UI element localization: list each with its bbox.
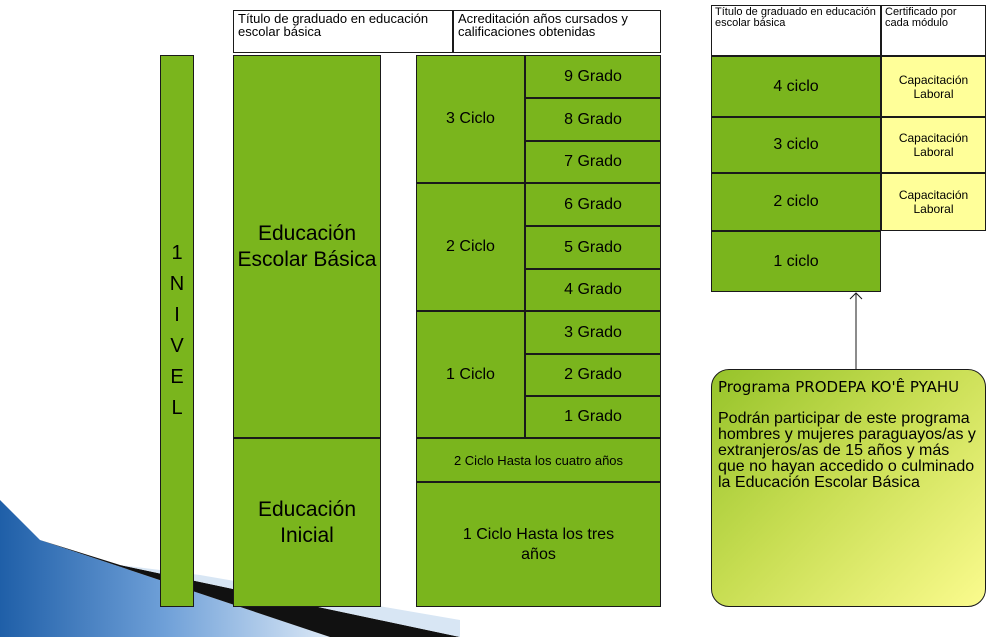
connector-arrow	[846, 290, 866, 370]
prodepa-ciclo: 1 ciclo	[711, 231, 881, 292]
nivel-letter: N	[169, 273, 185, 295]
header-acreditacion: Acreditación años cursados y calificaciones obtenidas	[453, 10, 661, 53]
grado-cell: 1 Grado	[525, 396, 661, 438]
ciclo-label: 2 Ciclo	[446, 238, 495, 255]
capacitacion-cell: Capacitación Laboral	[881, 56, 986, 117]
block-educacion-escolar-basica	[233, 55, 381, 438]
inicial-ciclo-2: 2 Ciclo Hasta los cuatro años	[416, 438, 661, 482]
nivel-letter: V	[170, 335, 184, 357]
programa-title: Programa PRODEPA KO'Ê PYAHU	[718, 378, 960, 396]
grado-cell: 6 Grado	[525, 183, 661, 226]
ciclo-3	[416, 55, 525, 183]
prodepa-ciclo: 3 ciclo	[711, 117, 881, 173]
prodepa-ciclo: 4 ciclo	[711, 56, 881, 117]
grado-cell: 9 Grado	[525, 55, 661, 98]
capacitacion-cell: Capacitación Laboral	[881, 173, 986, 231]
grado-cell: 8 Grado	[525, 98, 661, 141]
prodepa-ciclo: 2 ciclo	[711, 173, 881, 231]
grado-cell: 5 Grado	[525, 226, 661, 269]
block-educacion-inicial	[233, 438, 381, 607]
ciclo-label: 1 Ciclo	[446, 365, 495, 383]
nivel-letter: I	[174, 304, 180, 326]
grado-cell: 4 Grado	[525, 269, 661, 311]
header-right-certificado: Certificado por cada módulo	[881, 5, 986, 56]
nivel-letter: L	[171, 397, 183, 419]
ciclo-1	[416, 311, 525, 438]
nivel-letter: E	[170, 366, 184, 388]
nivel-letter: 1	[171, 242, 183, 264]
programa-callout	[711, 369, 986, 607]
grado-cell: 7 Grado	[525, 141, 661, 183]
grado-cell: 2 Grado	[525, 354, 661, 396]
inicial-ciclo-1: 1 Ciclo Hasta los tres años	[416, 482, 661, 607]
header-right-titulo: Título de graduado en educación escolar básica	[711, 5, 881, 56]
nivel-column	[160, 55, 194, 607]
ciclo-label: 3 Ciclo	[446, 110, 495, 127]
block-label: Educación Inicial	[257, 497, 357, 547]
grado-cell: 3 Grado	[525, 311, 661, 354]
block-label: Educación Escolar Básica	[237, 221, 377, 271]
programa-body: Podrán participar de este programa hombres y mujeres paraguayos/as y extranjeros/as de 15 años y más que no hayan accedido o culminado la Educación Escolar Básica	[718, 410, 976, 491]
decorative-ribbon	[0, 480, 460, 637]
capacitacion-cell: Capacitación Laboral	[881, 117, 986, 173]
ciclo-2	[416, 183, 525, 311]
header-titulo-graduado: Título de graduado en educación escolar básica	[233, 10, 453, 53]
